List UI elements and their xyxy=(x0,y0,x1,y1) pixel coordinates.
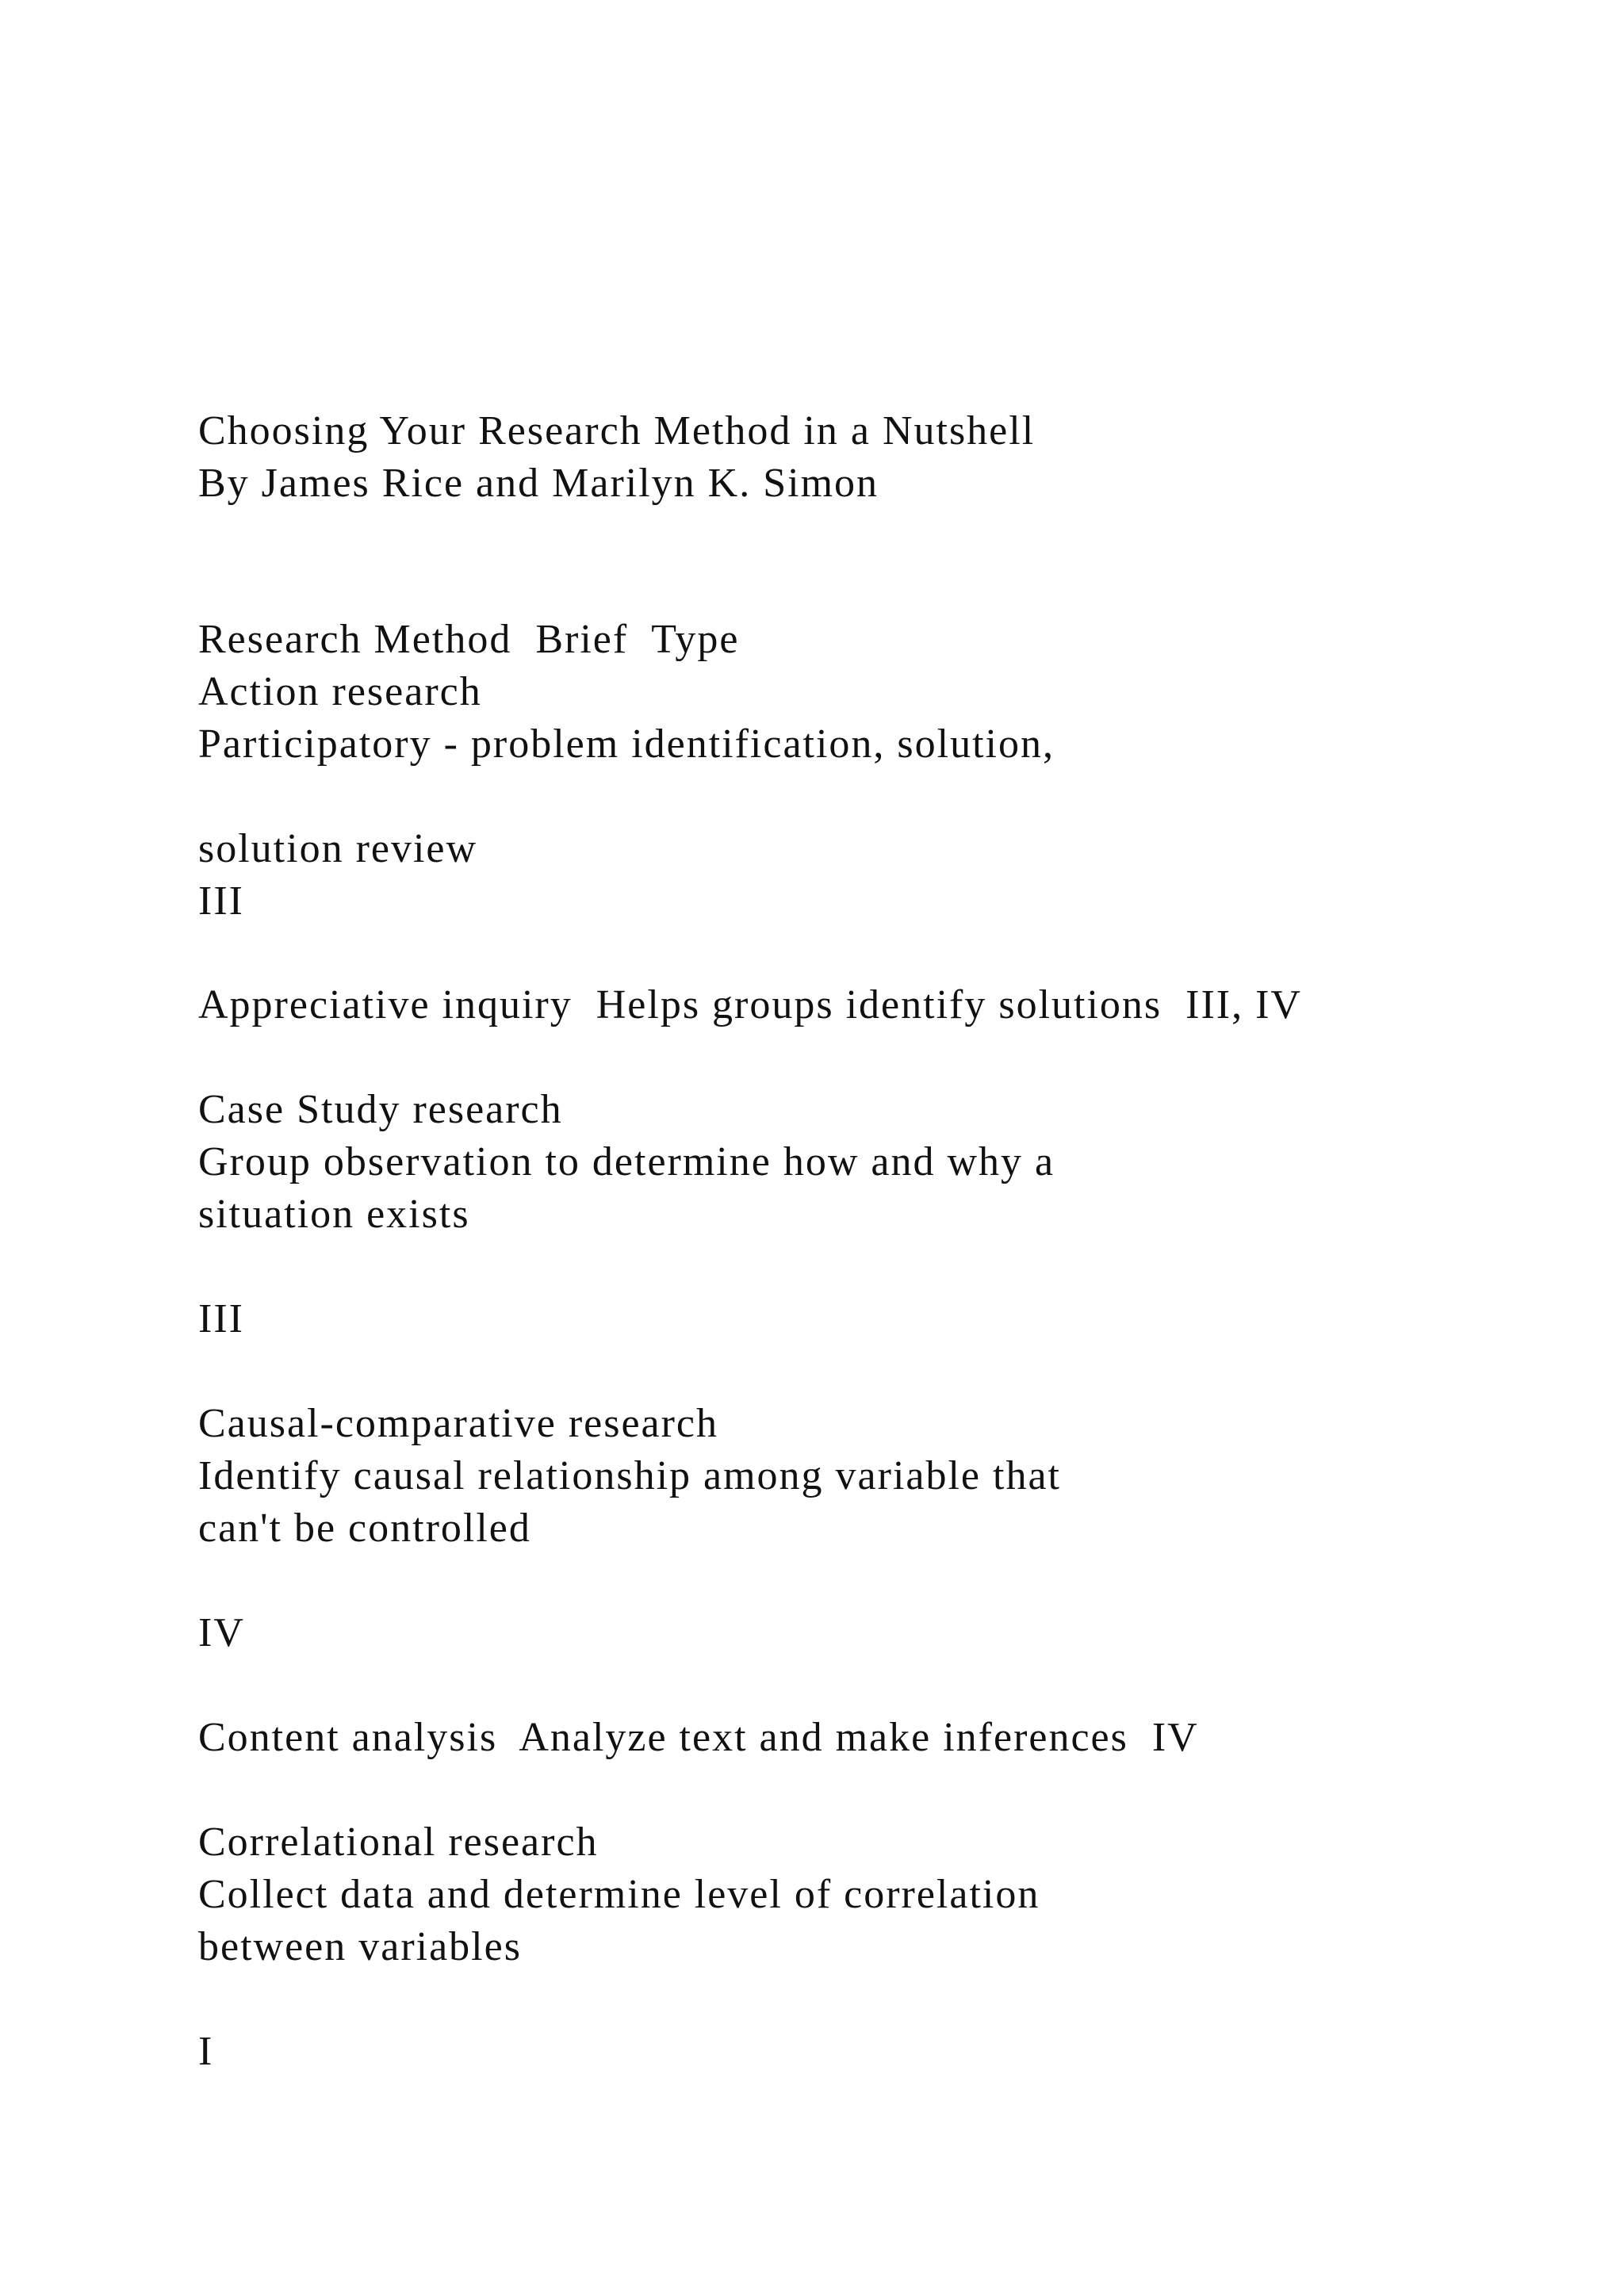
brief-case-study-2: situation exists xyxy=(198,1192,470,1237)
brief-action-research-1: Participatory - problem identification, solution, xyxy=(198,721,1055,767)
brief-correlational-2: between variables xyxy=(198,1924,522,1969)
document-title: Choosing Your Research Method in a Nutshell xyxy=(198,408,1036,453)
row-content-analysis: Content analysis Analyze text and make inferences IV xyxy=(198,1715,1199,1760)
document-byline: By James Rice and Marilyn K. Simon xyxy=(198,461,879,506)
method-action-research: Action research xyxy=(198,669,482,714)
type-causal-comparative: IV xyxy=(198,1610,245,1655)
type-case-study: III xyxy=(198,1296,244,1341)
brief-action-research-2: solution review xyxy=(198,826,478,871)
table-header: Research Method Brief Type xyxy=(198,617,740,662)
brief-causal-comparative-1: Identify causal relationship among variable that xyxy=(198,1453,1061,1498)
row-appreciative-inquiry: Appreciative inquiry Helps groups identify solutions III, IV xyxy=(198,982,1302,1027)
method-case-study: Case Study research xyxy=(198,1087,563,1132)
method-causal-comparative: Causal-comparative research xyxy=(198,1401,719,1446)
brief-case-study-1: Group observation to determine how and why a xyxy=(198,1139,1055,1184)
type-action-research: III xyxy=(198,878,244,924)
brief-causal-comparative-2: can't be controlled xyxy=(198,1506,531,1551)
method-correlational: Correlational research xyxy=(198,1820,599,1865)
brief-correlational-1: Collect data and determine level of correlation xyxy=(198,1872,1040,1917)
type-correlational: I xyxy=(198,2029,214,2074)
